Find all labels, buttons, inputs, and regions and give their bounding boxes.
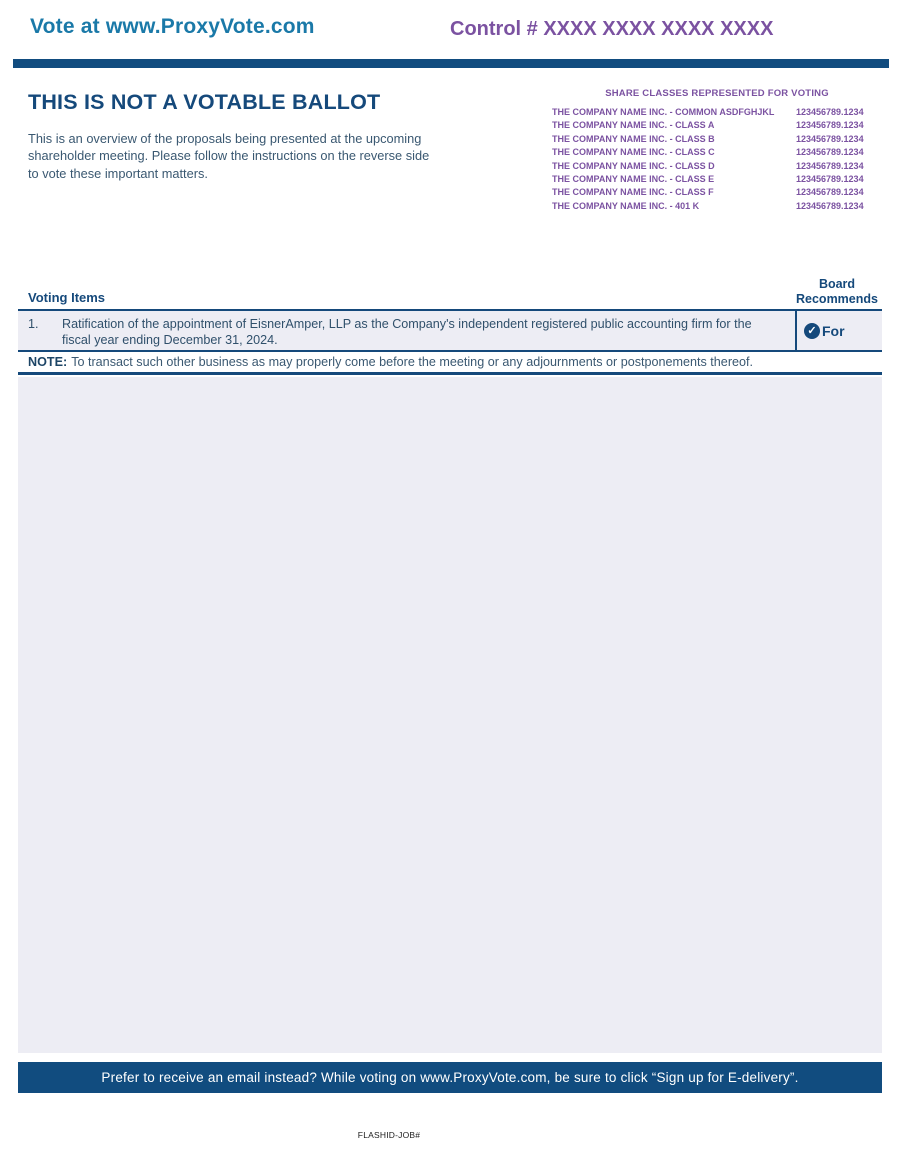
share-class-row (552, 173, 882, 186)
note-text: To transact such other business as may properly come before the meeting or any adjournments or postponements thereof. (71, 355, 754, 369)
recommendation-label: For (822, 322, 845, 339)
control-number: Control # XXXX XXXX XXXX XXXX (450, 18, 774, 40)
note-row (18, 352, 882, 375)
share-class-row (552, 200, 882, 213)
board-recommends-line2: Recommends (796, 291, 878, 306)
share-class-row (552, 119, 882, 132)
share-class-amount: 123456789.1234 (796, 120, 864, 131)
share-classes-title: SHARE CLASSES REPRESENTED FOR VOTING (605, 88, 829, 99)
share-classes-section (552, 88, 882, 213)
share-class-amount: 123456789.1234 (796, 107, 864, 117)
share-class-name: THE COMPANY NAME INC. - COMMON ASDFGHJKL (552, 107, 775, 117)
share-class-name: THE COMPANY NAME INC. - CLASS A (552, 120, 715, 131)
board-recommendation-cell (795, 311, 882, 350)
share-class-amount: 123456789.1234 (796, 133, 864, 144)
share-class-name: THE COMPANY NAME INC. - CLASS E (552, 174, 715, 185)
edelivery-banner: Prefer to receive an email instead? While voting on www.ProxyVote.com, be sure to click “Sign up for E-delivery”. (18, 1062, 882, 1093)
note-label: NOTE: (28, 355, 68, 369)
share-class-name: THE COMPANY NAME INC. - CLASS F (552, 187, 714, 198)
share-class-row (552, 146, 882, 159)
share-class-row (552, 133, 882, 146)
share-class-row (552, 186, 882, 199)
share-class-name: THE COMPANY NAME INC. - CLASS C (552, 147, 715, 158)
board-recommends-header (782, 277, 892, 306)
voting-item-text: Ratification of the appointment of EisnerAmper, LLP as the Company's independent registered public accounting firm for the fiscal year ending December 31, 2024. (62, 317, 752, 347)
share-class-amount: 123456789.1234 (796, 187, 864, 198)
proxyvote-url-link[interactable]: Vote at www.ProxyVote.com (30, 15, 315, 38)
share-class-amount: 123456789.1234 (796, 174, 864, 185)
voting-item-number: 1. (28, 317, 39, 331)
voting-items-header: Voting Items (28, 290, 106, 305)
blank-content-panel (18, 377, 882, 1053)
check-circle-icon: ✓ (804, 323, 820, 339)
flash-id-text: FLASHID-JOB# (357, 1130, 421, 1140)
overview-paragraph: This is an overview of the proposals being presented at the upcoming shareholder meeting. Please follow the instructions on the reverse side to vote these important matters. (28, 131, 430, 181)
share-class-amount: 123456789.1234 (796, 200, 864, 211)
header-divider-bar (13, 59, 889, 68)
board-recommends-line1: Board (818, 277, 856, 291)
share-class-name: THE COMPANY NAME INC. - CLASS B (552, 133, 715, 144)
share-class-amount: 123456789.1234 (796, 147, 864, 158)
share-class-name: THE COMPANY NAME INC. - CLASS D (552, 160, 715, 171)
share-class-row (552, 160, 882, 173)
share-class-amount: 123456789.1234 (796, 160, 864, 171)
voting-item-row (18, 309, 882, 352)
share-class-name: THE COMPANY NAME INC. - 401 K (552, 200, 700, 211)
share-class-row (552, 106, 882, 119)
not-votable-ballot-title: THIS IS NOT A VOTABLE BALLOT (28, 90, 381, 114)
